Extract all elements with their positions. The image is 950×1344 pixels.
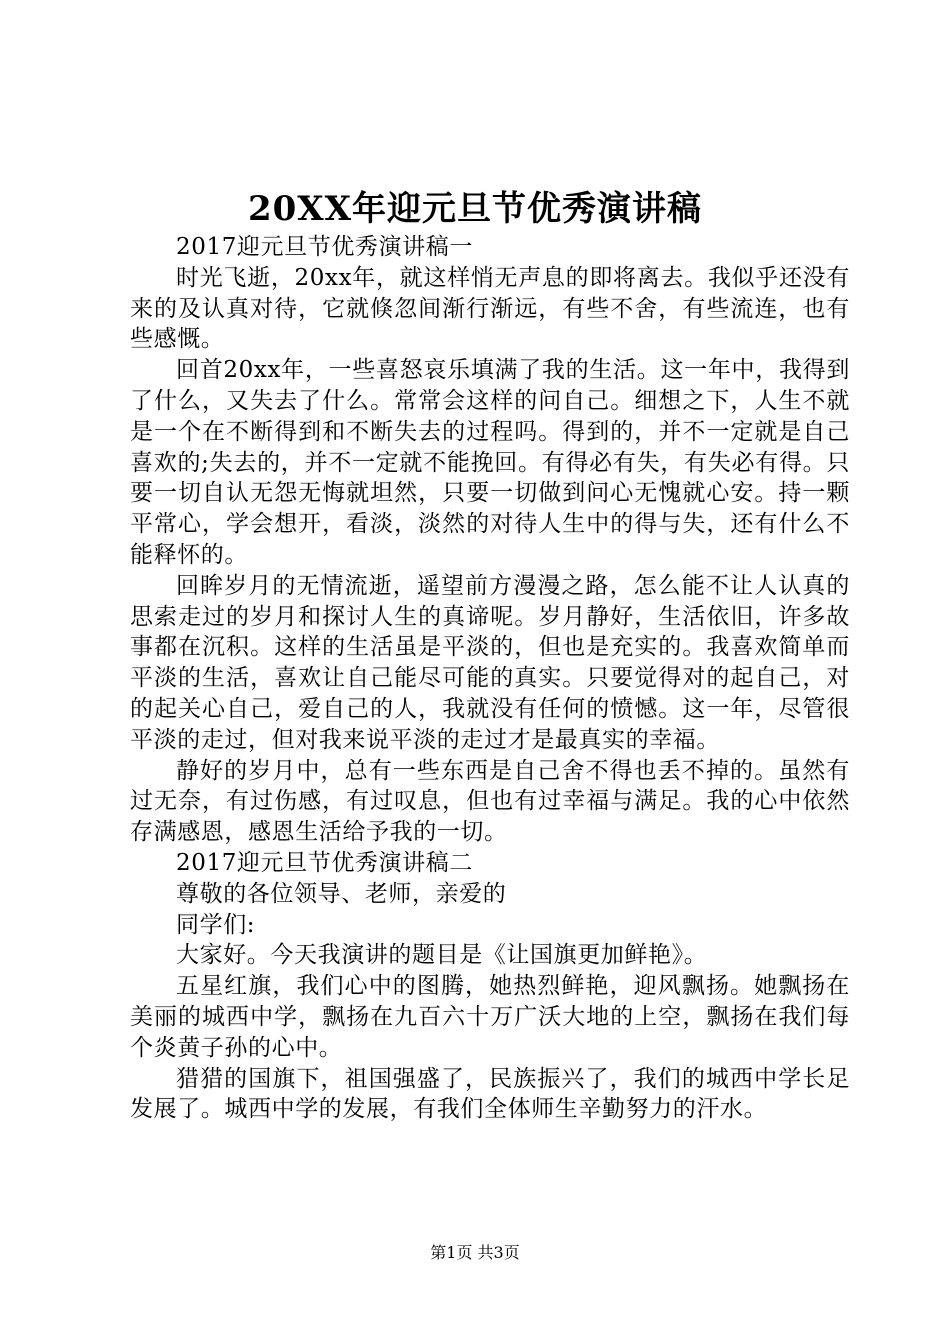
document-title: 20XX年迎元旦节优秀演讲稿 [247, 189, 703, 229]
paragraph: 猎猎的国旗下，祖国强盛了，民族振兴了，我们的城西中学长足发展了。城西中学的发展，有我们全体师生辛勤努力的汗水。 [130, 1065, 850, 1123]
paragraph: 时光飞逝，20xx年，就这样悄无声息的即将离去。我似乎还没有来的及认真对待，它就倏忽间渐行渐远，有些不舍，有些流连，也有些感慨。 [130, 264, 850, 353]
paragraph: 同学们: [176, 911, 256, 938]
section-heading: 2017迎元旦节优秀演讲稿一 [176, 234, 473, 260]
paragraph: 回眸岁月的无情流逝，遥望前方漫漫之路，怎么能不让人认真的思索走过的岁月和探讨人生的真谛呢。岁月静好，生活依旧，许多故事都在沉积。这样的生活虽是平淡的，但也是充实的。我喜欢简单而平淡的生活，喜欢让自己能尽可能的真实。只要觉得对的起自己，对的起关心自己，爱自己的人，我就没有任何的愤憾。这一年，尽管很平淡的走过，但对我来说平淡的走过才是最真实的幸福。 [130, 572, 850, 753]
section-heading: 2017迎元旦节优秀演讲稿二 [176, 849, 473, 876]
paragraph: 大家好。今天我演讲的题目是《让国旗更加鲜艳》。 [176, 942, 708, 969]
paragraph: 五星红旗，我们心中的图腾，她热烈鲜艳，迎风飘扬。她飘扬在美丽的城西中学，飘扬在九百六十万广沃大地的上空，飘扬在我们每个炎黄子孙的心中。 [130, 973, 850, 1061]
document-body [130, 232, 850, 1125]
paragraph: 静好的岁月中，总有一些东西是自己舍不得也丢不掉的。虽然有过无奈，有过伤感，有过叹息，但也有过幸福与满足。我的心中依然存满感恩，感恩生活给予我的一切。 [130, 757, 850, 846]
paragraph: 尊敬的各位领导、老师，亲爱的 [176, 880, 507, 907]
paragraph: 回首20xx年，一些喜怒哀乐填满了我的生活。这一年中，我得到了什么，又失去了什么。常常会这样的问自己。细想之下，人生不就是一个在不断得到和不断失去的过程吗。得到的，并不一定就是自己喜欢的;失去的，并不一定就不能挽回。有得必有失，有失必有得。只要一切自认无怨无悔就坦然，只要一切做到问心无愧就心安。持一颗平常心，学会想开，看淡，淡然的对待人生中的得与失，还有什么不能释怀的。 [130, 357, 850, 568]
page-footer: 第1页 共3页 [430, 1243, 520, 1262]
